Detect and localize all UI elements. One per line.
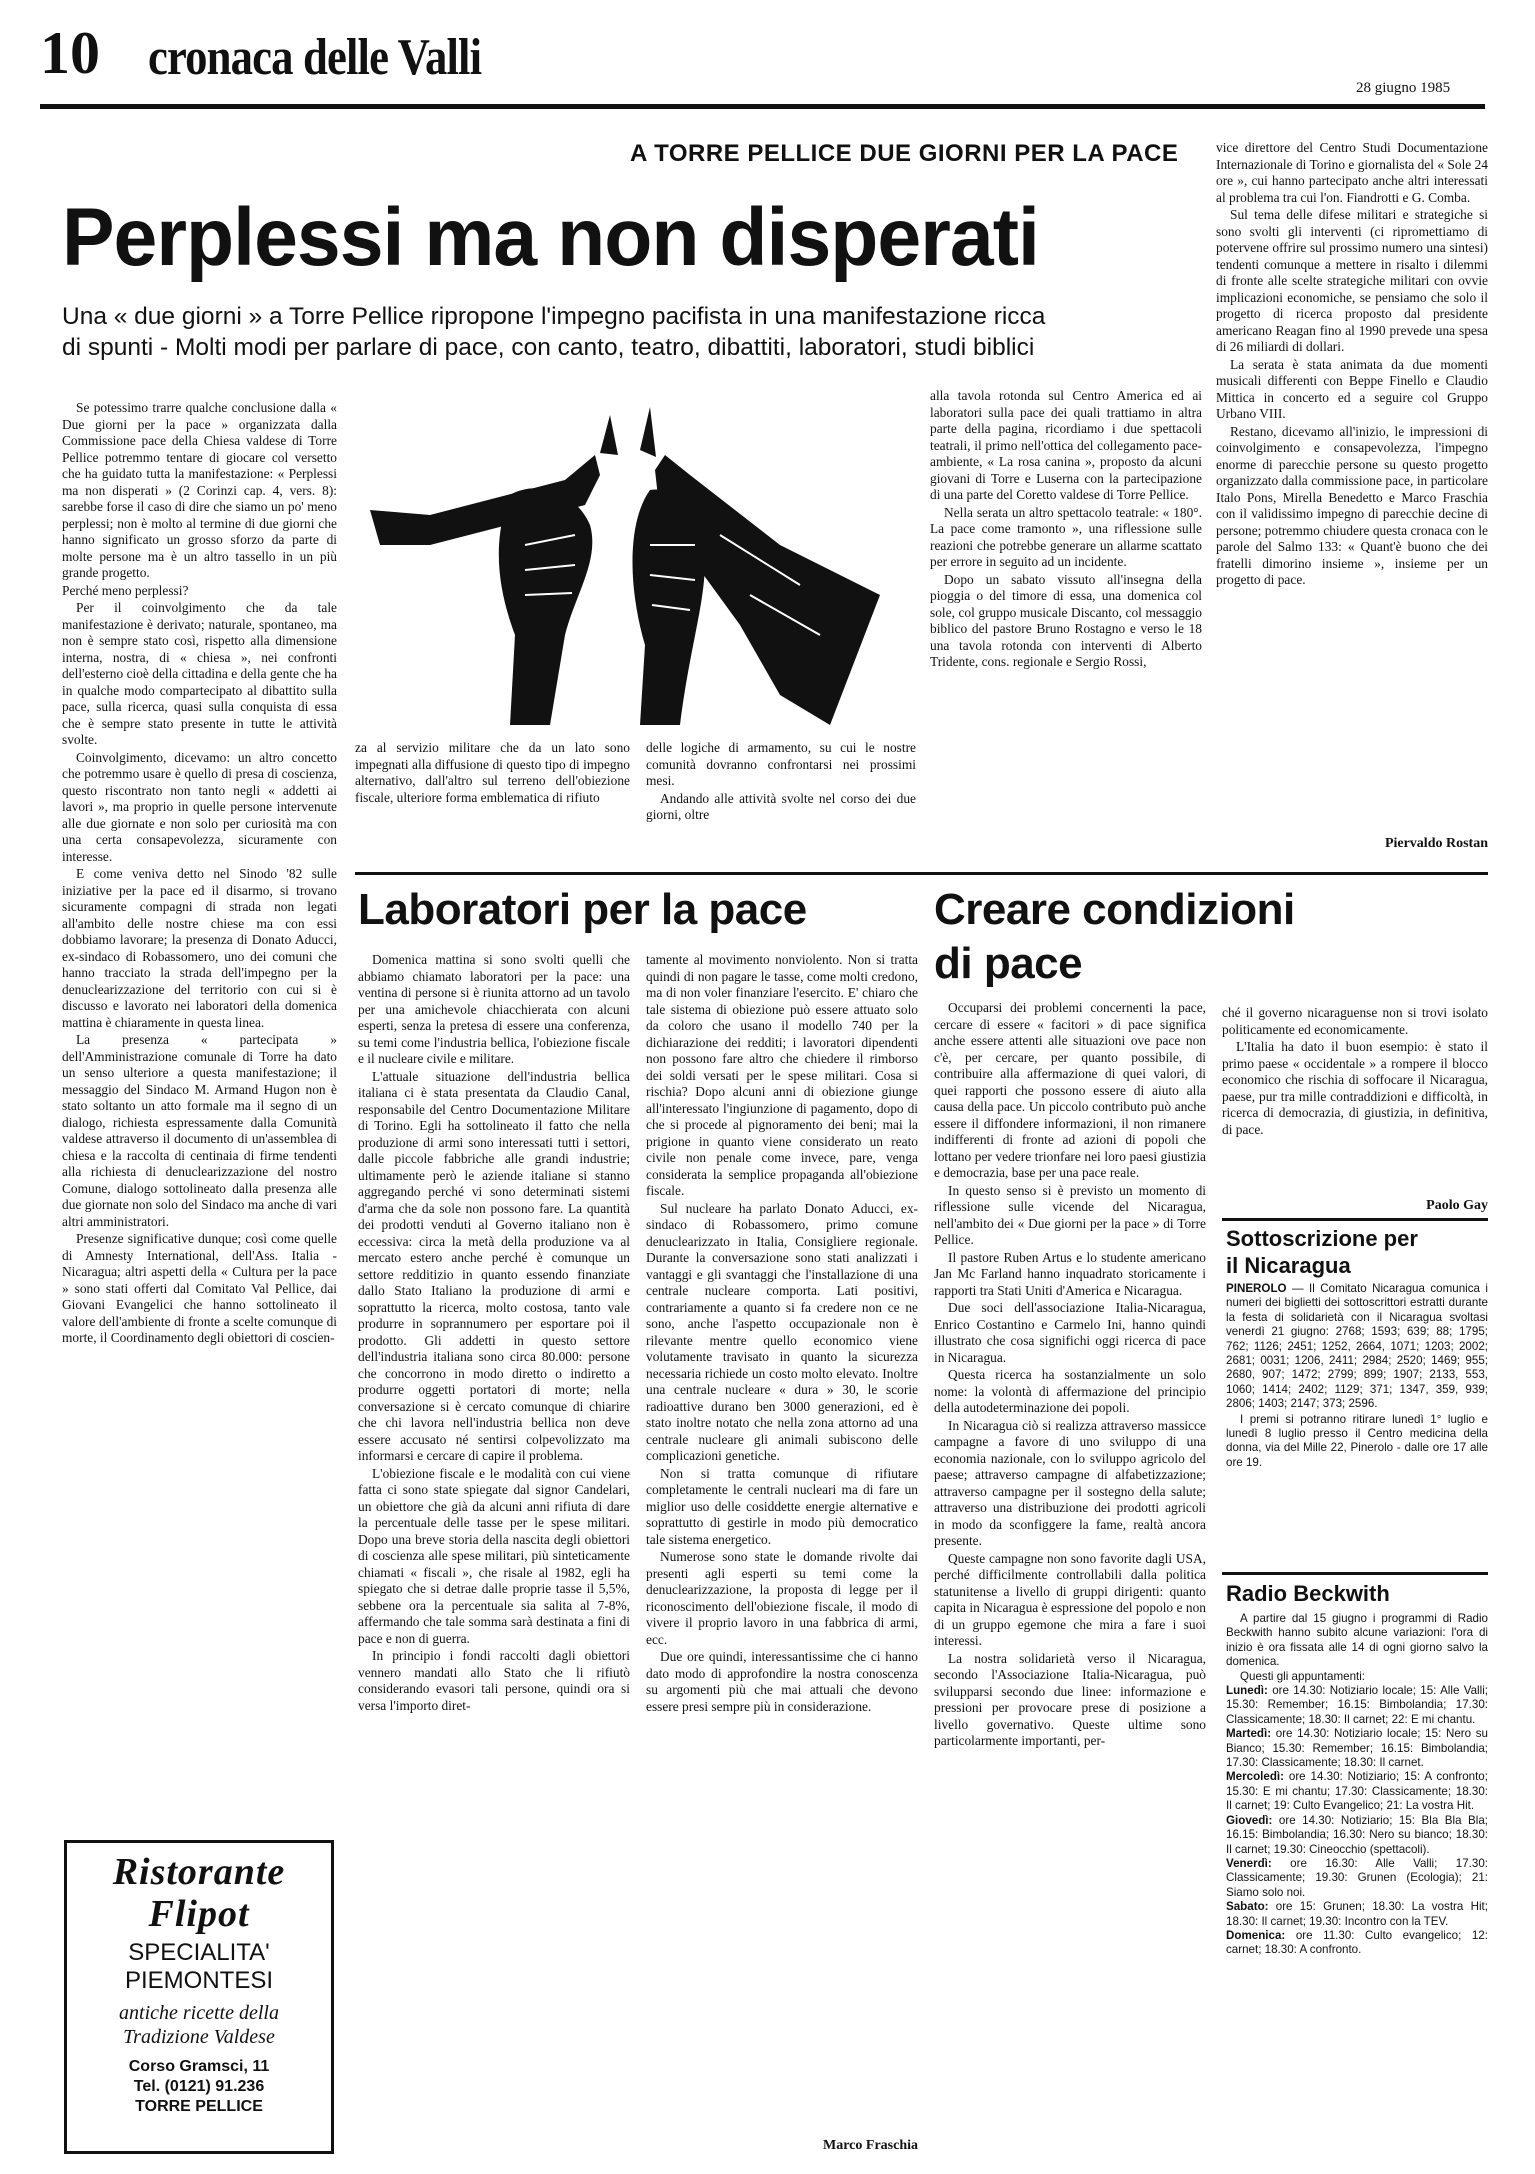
article-kicker: A TORRE PELLICE DUE GIORNI PER LA PACE bbox=[630, 140, 1179, 167]
restaurant-ad bbox=[64, 1840, 334, 2154]
sottoscrizione-body: PINEROLO — Il Comitato Nicaragua comunica i numeri dei biglietti dei sottoscrittori estratti durante la festa di solidarietà con il Nicaragua svoltasi venerdì 21 giugno: 2768; 1593; 639; 88; 1795; 762; 1126; 2451; 1252, 2664, 1071; 1203; 2002; 2681; 0031; 1206, 2411; 2984; 2520; 1469; 955; 2680, 907; 1472; 2799; 899; 1907; 2133, 553, 1060; 1414; 2402; 1129; 371; 1347, 359, 939; 2806; 1403; 2147; 373; 2596. I premi si potranno ritirare lunedì 1° luglio e lunedì 8 luglio presso il Centro medicina della donna, via del Mille 22, Pinerolo - dalle ore 17 alle ore 19. bbox=[1226, 1282, 1488, 1469]
schedule-friday: Venerdì: ore 16.30: Alle Valli; 17.30: Classicamente; 19.30: Grunen (Ecologia); 21: Siamo solo noi. bbox=[1226, 1856, 1488, 1899]
schedule-saturday: Sabato: ore 15: Grunen; 18.30: La vostra Hit; 18.30: Il carnet; 19.30: Incontro con la TEV. bbox=[1226, 1900, 1488, 1928]
ad-city: TORRE PELLICE bbox=[135, 2098, 263, 2115]
ad-tagline-1: antiche ricette della bbox=[119, 2002, 279, 2024]
radio-headline: Radio Beckwith bbox=[1226, 1581, 1390, 1606]
article-headline: Perplessi ma non disperati bbox=[62, 192, 1039, 283]
main-article-column-1: Se potessimo trarre qualche conclusione dalla « Due giorni per la pace » organizzata dalla Commissione pace della Chiesa valdese di Torre Pellice potremmo tentare di giocare col versetto che ha guidato tutta la manifestazione: « Perplessi ma non disperati » (2 Corinzi cap. 4, vers. 8): sarebbe forse il caso di dire che siamo un po' meno perplessi; non è molto al termine di due giorni che hanno significato un grosso sforzo da parte di molte persone ma è un altro tassello in un più grande progetto. Perché meno perplessi? Per il coinvolgimento che da tale manifestazione è derivato; naturale, spontaneo, ma non è sempre stato così, rispetto alla dimensione interna, nostra, di « chiesa », nei confronti dell'esterno cioè della cittadina e della gente che ha in qualche modo compartecipato al dibattito sulla pace, sulla ricerca, quasi sulla conquista di essa che è sempre stato presente in tutte le attività svolte. Coinvolgimento, dicevamo: un altro concetto che potremmo usare è quello di presa di coscienza, questo riscontrato non tanto negli « addetti ai lavori », ma proprio in quelle persone intervenute alle due giornate e non solo per curiosità ma con una certa consapevolezza, sicuramente con interesse. E come veniva detto nel Sinodo '82 sulle iniziative per la pace ed il disarmo, si trovano sicuramente compagni di strada non legati all'ambito delle nostre chiese ma con essi dobbiamo lavorare; la presenza di Donato Aducci, ex-sindaco di Robassomero, uno dei comuni che hanno tracciato la strada dell'impegno per la denuclearizzazione del territorio con cui si è discusso e lavorato nei laboratori della domenica mattina è chiaramente in questa linea. La presenza « partecipata » dell'Amministrazione comunale di Torre ha dato un senso ulteriore a questa manifestazione; il messaggio del Sindaco M. Armand Hugon non è stato soltanto un atto formale ma il segno di un dialogo, richiesta espressamente dalla Comunità valdese attraverso il documento di un'assemblea di chiesa e la raccolta di centinaia di firme tendenti alla richiesta di denuclearizzazione del nostro Comune, dialogo sottolineato dalla presenza alle due giornate non solo del Sindaco ma anche di vari altri amministratori. Presenze significative dunque; così come quelle di Amnesty International, dell'Ass. Italia - Nicaragua; altri aspetti della « Cultura per la pace » sono stati offerti dal Comitato Val Pellice, dai Giovani Evangelici che hanno sottolineato il valore dell'ambiente di fronte a scelte comunque di morte, il Coordinamento degli obiettori di coscien- bbox=[62, 400, 337, 1345]
laboratori-column-2: tamente al movimento nonviolento. Non si tratta quindi di non pagare le tasse, come molti credono, ma di non voler finanziare l'esercito. E' chiaro che tale sistema di obiezione può essere attuato solo da coloro che usano il modello 740 per la dichiarazione dei redditi; i lavoratori dipendenti non possono fare altro che chiedere il rimborso dei soldi versati per le spese militari. Cosa si rischia? Dopo alcuni anni di obiezione giunge all'interessato l'ingiunzione di pagamento, dopo di che si procede al pignoramento dei beni; mai la prigione in quanto viene considerato un reato civile non penale come invece, pare, venga considerata la semplice propaganda all'obiezione fiscale. Sul nucleare ha parlato Donato Aducci, ex-sindaco di Robassomero, primo comune denuclearizzato in Italia, Consigliere regionale. Durante la conversazione sono stati analizzati i vantaggi e gli svantaggi che l'installazione di una centrale nucleare comporta. Lati positivi, contrariamente a quanto si fa credere non ce ne sono, anche l'aspetto occupazionale non è rilevante mentre quello economico viene volutamente travisato in quanto la sicurezza necessaria richiede un costo molto elevato. Inoltre una centrale nucleare « dura » 30, le scorie radioattive durano ben 3000 generazioni, ed è stato inoltre notato che nella zona attorno ad una centrale nucleare gli animali subiscono delle complicazioni genetiche. Non si tratta comunque di rifiutare completamente le centrali nucleari ma di fare un miglior uso delle cosiddette energie alternative e soprattutto di gestirle in modo più democratico tale sistema energetico. Numerose sono state le domande rivolte dai presenti agli esperti su temi come la denuclearizzazione, la proposta di legge per il riconoscimento dell'obiezione fiscale, il modo di vivere il proprio lavoro in una fabbrica di armi, ecc. Due ore quindi, interessantissime che ci hanno dato modo di approfondire la nostra conoscenza su argomenti più che mai attuali che devono essere presi sempre più in considerazione. bbox=[646, 952, 918, 1714]
schedule-sunday: Domenica: ore 11.30: Culto evangelico; 12: carnet; 18.30: A confronto. bbox=[1226, 1928, 1488, 1957]
section-title: cronaca delle Valli bbox=[148, 29, 482, 86]
ad-name-1: Ristorante bbox=[112, 1851, 286, 1893]
schedule-monday: Lunedì: ore 14.30: Notiziario locale; 15: Alle Valli; 15.30: Remember; 16.15: Bimbolandia; 17.30: Classicamente; 18.30: Il carnet; 22: E mi chantu. bbox=[1226, 1684, 1488, 1726]
condizioni-column-1: Occuparsi dei problemi concernenti la pace, cercare di essere « facitori » di pace significa anche essere attenti alle situazioni ove pace non c'è, per cercare, per quanto possibile, di contribuire alla affermazione di quei valori, di quei rapporti che possono essere di aiuto alla causa della pace. Un piccolo contributo può anche essere il diffondere informazioni, il non rimanere indifferenti di fronte ad azioni di popoli che lottano per vedere trionfare nei loro paesi giustizia e democrazia, base per una pace reale. In questo senso si è previsto un momento di riflessione sulle vicende del Nicaragua, nell'ambito dei « Due giorni per la pace » di Torre Pellice. Il pastore Ruben Artus e lo studente americano Jan Mc Farland hanno inquadrato storicamente i rapporti tra Stati Uniti d'America e Nicaragua. Due soci dell'associazione Italia-Nicaragua, Enrico Costantino e Carmelo Ini, hanno quindi illustrato che cosa significhi oggi ricerca di pace in Nicaragua. Questa ricerca ha sostanzialmente un solo nome: la volontà di affermazione del principio della autodeterminazione dei popoli. In Nicaragua ciò si realizza attraverso massicce campagne a favore di uno sviluppo di una economia nazionale, con lo sviluppo agricolo del paese; attraverso campagne di alfabetizzazione; attraverso campagne per il sostegno della salute; attraverso una distribuzione dei prodotti agricoli in modo da sconfiggere la fame, realtà ancora presente. Queste campagne non sono favorite dagli USA, perché difficilmente controllabili dalla politica statunitense a livello di gruppi dirigenti: quanto capita in Nicaragua è espressione del popolo e non di un gruppo egemone che mira a fare i suoi interessi. La nostra solidarietà verso il Nicaragua, secondo l'Associazione Italia-Nicaragua, può svilupparsi secondo due linee: informazione e pressioni per provocare prese di posizione a livello governativo. Queste ultime sono particolarmente importanti, per- bbox=[934, 1000, 1206, 1748]
broken-rifle-illustration bbox=[360, 395, 900, 725]
ad-name-2: Flipot bbox=[148, 1893, 250, 1935]
condizioni-headline-1: Creare condizioni bbox=[934, 885, 1295, 934]
schedule-wednesday: Mercoledì: ore 14.30: Notiziario; 15: A confronto; 15.30: E mi chantu; 17.30: Classicamente; 18.30: Il carnet; 19: Culto Evangelico; 21: La vostra Hit. bbox=[1226, 1770, 1488, 1813]
ad-phone: Tel. (0121) 91.236 bbox=[133, 2078, 265, 2095]
main-article-column-2: za al servizio militare che da un lato sono impegnati alla diffusione di questo tipo di impegno alternativo, dall'altro sul terreno dell'obiezione fiscale, ulteriore forma emblematica di rifiuto bbox=[355, 740, 630, 805]
sottoscrizione-top-rule bbox=[1222, 1218, 1488, 1221]
condizioni-author: Paolo Gay bbox=[1426, 1198, 1488, 1213]
page-number: 10 bbox=[40, 20, 100, 86]
ad-tagline-2: Tradizione Valdese bbox=[123, 2026, 275, 2048]
radio-schedule: A partire dal 15 giugno i programmi di Radio Beckwith hanno subito alcune variazioni: l'ora di inizio è ora fissata alle 14 di ogni giorno salvo la domenica. Questi gli appuntamenti: Lunedì: ore 14.30: Notiziario locale; 15: Alle Valli; 15.30: Remember; 16.15: Bimbolandia; 17.30: Classicamente; 18.30: Il carnet; 22: E mi chantu. Martedì: ore 14.30: Notiziario locale; 15: Nero su Bianco; 15.30: Remember; 16.15: Bimbolandia; 17.30: Classicamente; 18.30: Il carnet. Mercoledì: ore 14.30: Notiziario; 15: A confronto; 15.30: E mi chantu; 17.30: Classicamente; 18.30: Il carnet; 19: Culto Evangelico; 21: La vostra Hit. Giovedì: ore 14.30: Notiziario; 15: Bla Bla Bla; 16.15: Bimbolandia; 16.30: Nero su bianco; 18.30: Il carnet; 19.30: Cineocchio (spettacoli). Venerdì: ore 16.30: Alle Valli; 17.30: Classicamente; 19.30: Grunen (Ecologia); 21: Siamo solo noi. Sabato: ore 15: Grunen; 18.30: La vostra Hit; 18.30: Il carnet; 19.30: Incontro con la TEV. Domenica: ore 11.30: Culto evangelico; 12: carnet; 18.30: A confronto. bbox=[1226, 1612, 1488, 1957]
radio-top-rule bbox=[1222, 1572, 1488, 1575]
main-article-column-3: delle logiche di armamento, su cui le nostre comunità dovranno confrontarsi nei prossimi mesi. Andando alle attività svolte nel corso dei due giorni, oltre bbox=[646, 740, 916, 822]
laboratori-column-1: Domenica mattina si sono svolti quelli che abbiamo chiamato laboratori per la pace: una ventina di persone si è riunita attorno ad un tavolo per una amichevole chiacchierata con alcuni esperti, senza la pretesa di essere una conferenza, su temi come l'industria bellica, l'obiezione fiscale e il nucleare civile e militare. L'attuale situazione dell'industria bellica italiana ci è stata presentata da Claudio Canal, responsabile del Centro Documentazione Militare di Torino. Egli ha sottolineato il fatto che nella produzione di armi sono interessati tutti i settori, dalle piccole fabbriche alle grandi industrie; ultimamente però le aziende italiane si stanno aggregando perché vi sono determinati sistemi d'arma che da sole non possono fare. La quantità dei prodotti venduti al Governo italiano non è eccessiva: circa la metà della produzione va al mercato estero anche perché è comunque un settore redditizio in quanto essendo finanziate dallo Stato Italiano la produzione di armi e soprattutto la ricerca, molto costosa, tanto vale produrre in soprannumero per esportare poi il prodotto. Gli addetti in questo settore dell'industria italiana sono circa 80.000: persone che concorrono in modo diretto o indiretto a produrre oggetti portatori di morte; nella conversazione si è cercato comunque di chiarire che chi lavora nell'industria bellica non deve essere accusato né sentirsi colpevolizzato ma informarsi e cercare di capire il problema. L'obiezione fiscale e le modalità con cui viene fatta ci sono state spiegate dal signor Candelari, un obiettore che già da alcuni anni rifiuta di dare la percentuale delle tasse per le spese militari. Dopo una breve storia della nascita degli obiettori di coscienza alle spese militari, più sinteticamente chiamati « fiscali », che risale al 1982, egli ha spiegato che si detrae dalle proprie tasse il 5,5%, sebbene ora la percentuale sia salita al 7-8%, affermando che tale somma sarà destinata a fini di pace e non di guerra. In principio i fondi raccolti dagli obiettori vennero mandati allo Stato che li rifiutò considerando evasori tali persone, quindi ora si versa l'importo diret- bbox=[358, 952, 630, 1713]
laboratori-headline: Laboratori per la pace bbox=[358, 885, 807, 934]
masthead-rule bbox=[40, 104, 1485, 109]
ad-line-1: SPECIALITA' bbox=[128, 1939, 270, 1966]
issue-date: 28 giugno 1985 bbox=[1356, 80, 1451, 96]
article-subtitle-2: di spunti - Molti modi per parlare di pace, con canto, teatro, dibattiti, laboratori, studi biblici bbox=[62, 334, 1035, 361]
sottoscrizione-headline-1: Sottoscrizione per bbox=[1226, 1226, 1418, 1251]
section-divider bbox=[355, 872, 1488, 875]
laboratori-author: Marco Fraschia bbox=[823, 2138, 918, 2153]
article-subtitle-1: Una « due giorni » a Torre Pellice ripropone l'impegno pacifista in una manifestazione ricca bbox=[62, 303, 1046, 330]
sottoscrizione-headline-2: il Nicaragua bbox=[1226, 1253, 1351, 1278]
ad-address: Corso Gramsci, 11 bbox=[128, 2058, 270, 2075]
condizioni-headline-2: di pace bbox=[934, 939, 1083, 988]
main-article-author: Piervaldo Rostan bbox=[1384, 836, 1488, 851]
sottoscrizione-place: PINEROLO bbox=[1226, 1282, 1287, 1295]
condizioni-column-2: ché il governo nicaraguense non si trovi isolato politicamente ed economicamente. L'Italia ha dato il buon esempio: è stato il primo paese « occidentale » a rompere il blocco economico che rischia di soffocare il Nicaragua, paese, pur tra mille contraddizioni e difficoltà, in ricerca di democrazia, di giustizia, in definitiva, di pace. bbox=[1222, 1005, 1488, 1137]
main-article-column-4: alla tavola rotonda sul Centro America ed ai laboratori sulla pace dei quali trattiamo in altra parte della pagina, ricordiamo i due spettacoli teatrali, il primo nell'ottica del collegamento pace-ambiente, « La rosa canina », proposto da alcuni giovani di Torre e Luserna con la partecipazione di una parte del Coretto valdese di Torre Pellice. Nella serata un altro spettacolo teatrale: « 180°. La pace come tramonto », una riflessione sulle reazioni che potrebbe generare un allarme scattato per errore in seguito ad un incidente. Dopo un sabato vissuto all'insegna della pioggia o del timore di essa, una domenica col sole, col gruppo musicale Discanto, col messaggio biblico del pastore Bruno Rostagno e verso le 18 una tavola rotonda con interventi di Alberto Tridente, cons. regionale e Sergio Rossi, bbox=[930, 388, 1202, 669]
schedule-thursday: Giovedì: ore 14.30: Notiziario; 15: Bla Bla Bla; 16.15: Bimbolandia; 16.30: Nero su bianco; 18.30: Il carnet; 19.30: Cineocchio (spettacoli). bbox=[1226, 1813, 1488, 1856]
ad-line-2: PIEMONTESI bbox=[124, 1967, 274, 1994]
schedule-tuesday: Martedì: ore 14.30: Notiziario locale; 15: Nero su Bianco; 15.30: Remember; 16.15: Bimbolandia; 17.30: Classicamente; 18.30: Il carnet. bbox=[1226, 1727, 1488, 1770]
main-article-column-5: vice direttore del Centro Studi Documentazione Internazionale di Torino e giornalista del « Sole 24 ore », cui hanno partecipato anche altri interessati al problema tra cui l'on. Fiandrotti e G. Comba. Sul tema delle difese militari e strategiche si sono svolti gli interventi (ci ripromettiamo di potervene offrire sul prossimo numero una sintesi) tendenti comunque a mettere in risalto i dilemmi di fronte alle scelte strategiche militari con ovvie implicazioni economiche, se pensiamo che solo il progetto di ricerca proposto dal presidente americano Reagan fino al 1990 prevede una spesa di 26 miliardi di dollari. La serata è stata animata da due momenti musicali differenti con Beppe Finello e Claudio Mittica in concerto ed a seguire col Gruppo Urbano VIII. Restano, dicevamo all'inizio, le impressioni di coinvolgimento e consapevolezza, l'impegno enorme di parecchie persone su questo progetto organizzato dalla commissione pace, in particolare Italo Pons, Mirella Benedetto e Marco Fraschia con il validissimo impegno di parecchie decine di persone; potremmo chiudere questa cronaca con le parole del Salmo 133: « Quant'è buono che dei fratelli dimorino insieme », insieme per un progetto di pace. bbox=[1216, 140, 1488, 587]
